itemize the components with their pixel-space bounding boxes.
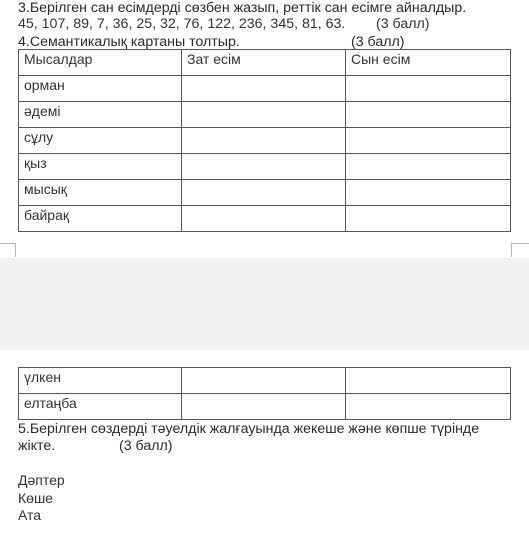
- adjective-cell[interactable]: [346, 180, 511, 206]
- table-row: [19, 76, 511, 102]
- adjective-cell[interactable]: [346, 394, 511, 420]
- task5-word: Көше: [18, 490, 53, 506]
- header-examples: Мысалдар: [19, 50, 182, 76]
- adjective-cell[interactable]: [346, 368, 511, 394]
- table-row: [19, 128, 511, 154]
- semantic-map-table: [18, 49, 511, 232]
- task3-numbers-line: [18, 16, 430, 32]
- task5-title-line2: [18, 438, 173, 454]
- row-word: үлкен: [19, 368, 182, 394]
- page-top: [0, 0, 529, 258]
- task4-title: 4.Семантикалық картаны толтыр.: [18, 34, 240, 50]
- adjective-cell[interactable]: [346, 206, 511, 232]
- row-word: орман: [19, 76, 182, 102]
- header-adjective: Сын есім: [346, 50, 511, 76]
- noun-cell[interactable]: [182, 180, 346, 206]
- row-word: сұлу: [19, 128, 182, 154]
- noun-cell[interactable]: [182, 154, 346, 180]
- row-word: мысық: [19, 180, 182, 206]
- task3-title: 3.Берілген сан есімдерді сөзбен жазып, реттік сан есімге айналдыр.: [18, 0, 467, 16]
- task5-word: Ата: [18, 507, 42, 523]
- table-header-row: [19, 50, 511, 76]
- row-word: әдемі: [19, 102, 182, 128]
- page-corner-mark-left: [0, 243, 16, 257]
- row-word: елтаңба: [19, 394, 182, 420]
- semantic-map-table-continued: [18, 367, 511, 420]
- table-row: [19, 180, 511, 206]
- table-row: [19, 368, 511, 394]
- task4-points: (3 балл): [351, 34, 405, 50]
- task4-title-line: [18, 34, 405, 50]
- noun-cell[interactable]: [182, 368, 346, 394]
- adjective-cell[interactable]: [346, 154, 511, 180]
- page-break-gap: [0, 258, 529, 350]
- adjective-cell[interactable]: [346, 76, 511, 102]
- task3-points: (3 балл): [376, 16, 430, 32]
- table-row: [19, 206, 511, 232]
- noun-cell[interactable]: [182, 394, 346, 420]
- task5-title-line1: 5.Берілген сөздерді тәуелдік жалғауында жекеше және көпше түрінде: [18, 421, 480, 437]
- table-row: [19, 394, 511, 420]
- header-noun: Зат есім: [182, 50, 346, 76]
- task5-points: (3 балл): [119, 438, 173, 454]
- noun-cell[interactable]: [182, 206, 346, 232]
- noun-cell[interactable]: [182, 102, 346, 128]
- task5-word: Дәптер: [18, 472, 65, 488]
- task3-numbers: 45, 107, 89, 7, 36, 25, 32, 76, 122, 236, 345, 81, 63.: [18, 16, 346, 32]
- row-word: қыз: [19, 154, 182, 180]
- noun-cell[interactable]: [182, 128, 346, 154]
- row-word: байрақ: [19, 206, 182, 232]
- table-row: [19, 102, 511, 128]
- adjective-cell[interactable]: [346, 128, 511, 154]
- page-corner-mark-right: [511, 243, 529, 257]
- adjective-cell[interactable]: [346, 102, 511, 128]
- task5-title-end: жікте.: [18, 438, 56, 454]
- noun-cell[interactable]: [182, 76, 346, 102]
- table-row: [19, 154, 511, 180]
